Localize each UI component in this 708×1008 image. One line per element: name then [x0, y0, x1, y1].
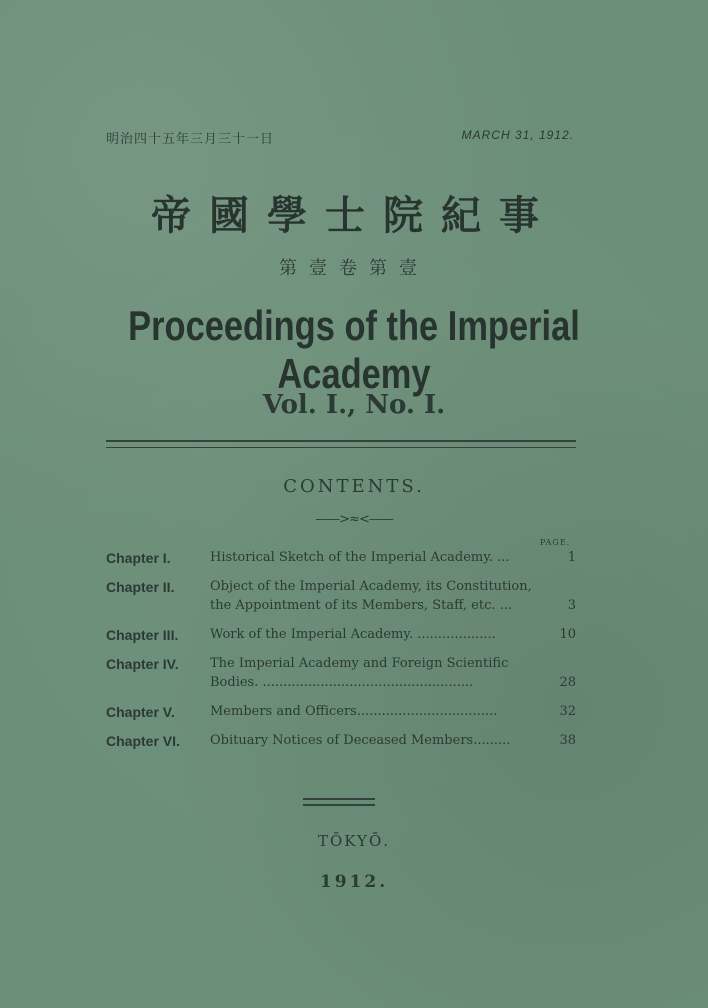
english-date: MARCH 31, 1912.: [461, 128, 574, 142]
chapter-page: 38: [559, 733, 576, 748]
table-of-contents: [106, 548, 580, 760]
volume-number: Vol. I., No. I.: [262, 390, 446, 420]
toc-row: [106, 625, 580, 644]
chapter-title: [210, 577, 580, 615]
chapter-page: 10: [559, 627, 576, 642]
publication-year: 1912.: [319, 872, 389, 892]
chapter-title-line: Members and Officers..................................: [210, 704, 498, 719]
chapter-title-line: Work of the Imperial Academy. ...................: [210, 627, 496, 642]
chapter-label: Chapter VI.: [106, 733, 180, 749]
chapter-title-line: Historical Sketch of the Imperial Academy. ...: [210, 550, 510, 565]
chapter-label: Chapter IV.: [106, 656, 179, 672]
chapter-title: [210, 702, 580, 721]
english-title: Proceedings of the Imperial Academy: [128, 302, 580, 397]
toc-row: [106, 731, 580, 750]
chapter-title: [210, 625, 580, 644]
chapter-page: 32: [559, 704, 576, 719]
chapter-title: [210, 654, 580, 692]
header-dates: [106, 128, 574, 148]
footer-divider: [303, 798, 375, 806]
page-column-label: PAGE.: [540, 538, 571, 547]
toc-row: [106, 577, 580, 615]
toc-row: [106, 548, 580, 567]
chapter-title: [210, 731, 580, 750]
chapter-title-line: Object of the Imperial Academy, its Constitution,: [210, 579, 532, 594]
publication-place: TŌKYŌ.: [317, 832, 391, 850]
chapter-label: Chapter III.: [106, 627, 179, 643]
contents-heading: CONTENTS.: [283, 476, 425, 497]
chapter-page: 28: [559, 675, 576, 690]
ornament-divider: ——>≈<——: [315, 512, 393, 527]
chapter-title: [210, 548, 580, 567]
chapter-label: Chapter II.: [106, 579, 175, 595]
japanese-date: 明治四十五年三月三十一日: [106, 132, 275, 147]
chapter-title-line: The Imperial Academy and Foreign Scientific: [210, 656, 509, 671]
chapter-title-line: Bodies. ...................................................: [210, 675, 474, 690]
toc-row: [106, 702, 580, 721]
chapter-label: Chapter V.: [106, 704, 175, 720]
toc-row: [106, 654, 580, 692]
divider-rule: [106, 440, 576, 448]
chapter-page: 1: [567, 550, 576, 565]
chapter-title-line: Obituary Notices of Deceased Members.........: [210, 733, 511, 748]
japanese-volume: 第壹卷第壹: [279, 258, 429, 279]
chapter-title-line: the Appointment of its Members, Staff, etc. ...: [210, 598, 513, 613]
japanese-title: 帝國學士院紀事: [151, 192, 557, 239]
chapter-label: Chapter I.: [106, 550, 171, 566]
chapter-page: 3: [567, 598, 576, 613]
